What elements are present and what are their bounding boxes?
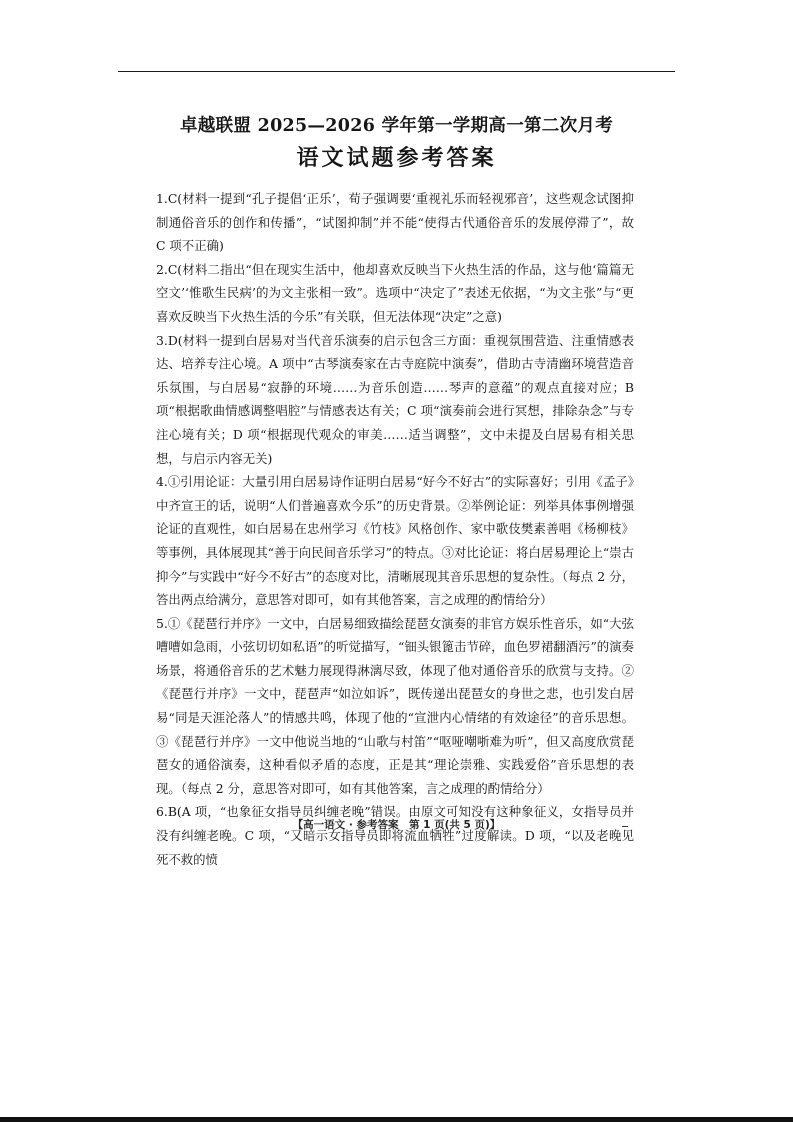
exam-title: 卓越联盟 2025—2026 学年第一学期高一第二次月考	[180, 116, 613, 136]
answer-text: B(A 项，“也象征女指导员纠缠老晚”错误。由原文可知没有这种象征义，女指导员并没有纠缠老晚。C 项，“又暗示女指导员即将流血牺牲”过度解读。D 项，“以及老晚见死不救的愤	[156, 804, 634, 867]
answer-number: 3.	[156, 332, 168, 348]
answer-item-5	[156, 612, 634, 801]
page-footer: 【高一语文 · 参考答案 第 1 页(共 5 页)】	[292, 819, 501, 831]
bottom-edge-strip	[0, 1117, 793, 1122]
answer-number: 2.	[156, 261, 168, 277]
answer-item-4	[156, 470, 634, 612]
document-subtitle: 语文试题参考答案	[296, 145, 497, 171]
answer-text: D(材料一提到白居易对当代音乐演奏的启示包含三方面：重视氛围营造、注重情感表达、培养专注心境。A 项中“古琴演奏家在古寺庭院中演奏”，借助古寺清幽环境营造音乐氛围，与白居易“寂静的环境……为音乐创造……琴声的意蕴”的观点直接对应；B 项“根据歌曲情感调整唱腔”与情感表达有关；C 项“演奏前会进行冥想，排除杂念”与专注心境有关；D 项“根据现代观众的审美……适当调整”，文中未提及白居易有相关思想，与启示内容无关)	[156, 332, 634, 466]
answer-number: 1.	[156, 191, 168, 206]
answer-text: ①《琵琶行并序》一文中，白居易细致描绘琵琶女演奏的非官方娱乐性音乐，如“大弦嘈嘈如急雨，小弦切切如私语”的听觉描写，“钿头银篦击节碎，血色罗裙翻酒污”的演奏场景，将通俗音乐的艺术魅力展现得淋漓尽致，体现了他对通俗音乐的欣赏与支持。②《琵琶行并序》一文中，琵琶声“如泣如诉”，既传递出琵琶女的身世之悲，也引发白居易“同是天涯沦落人”的情感共鸣，体现了他的“宣泄内心情绪的有效途径”的音乐思想。③《琵琶行并序》一文中他说当地的“山歌与村笛”“呕哑嘲哳难为听”，但又高度欣赏琵琶女的通俗演奏，这种看似矛盾的态度，正是其“理论崇雅、实践爱俗”音乐思想的表现。（每点 2 分，意思答对即可，如有其他答案，言之成理的酌情给分）	[156, 615, 634, 796]
answer-number: 4.	[156, 474, 168, 490]
answer-item-1	[156, 187, 634, 258]
answer-text: ①引用论证：大量引用白居易诗作证明白居易“好今不好古”的实际喜好；引用《孟子》中齐宣王的话，说明“人们普遍喜欢今乐”的历史背景。②举例论证：列举具体事例增强论证的直观性，如白居易在忠州学习《竹枝》风格创作、家中歌伎樊素善唱《杨柳枝》等事例，具体展现其“善于向民间音乐学习”的特点。③对比论证：将白居易理论上“崇古抑今”与实践中“好今不好古”的态度对比，清晰展现其音乐思想的复杂性。（每点 2 分，答出两点给满分，意思答对即可，如有其他答案，言之成理的酌情给分）	[156, 474, 634, 608]
answer-item-6	[156, 800, 634, 871]
answer-number: 6.	[156, 804, 168, 820]
answer-number: 5.	[156, 615, 168, 631]
answer-text: C(材料二指出“但在现实生活中，他却喜欢反映当下火热生活的作品，这与他‘篇篇无空文’‘惟歌生民病’的为文主张相一致”。选项中“决定了”表述无依据，“为文主张”与“更喜欢反映当下火热生活的今乐”有关联，但无法体现“决定”之意)	[156, 261, 634, 324]
top-rule	[118, 71, 675, 72]
answer-item-3	[156, 329, 634, 471]
answer-text: C(材料一提到“孔子提倡‘正乐’，荀子强调要‘重视礼乐而轻视邪音’，这些观念试图抑制通俗音乐的创作和传播”，“试图抑制”并不能“使得古代通俗音乐的发展停滞了”，故 C 项不正确)	[156, 191, 634, 254]
answer-item-2	[156, 258, 634, 329]
footer-mark	[622, 826, 628, 827]
answer-list	[156, 187, 634, 871]
